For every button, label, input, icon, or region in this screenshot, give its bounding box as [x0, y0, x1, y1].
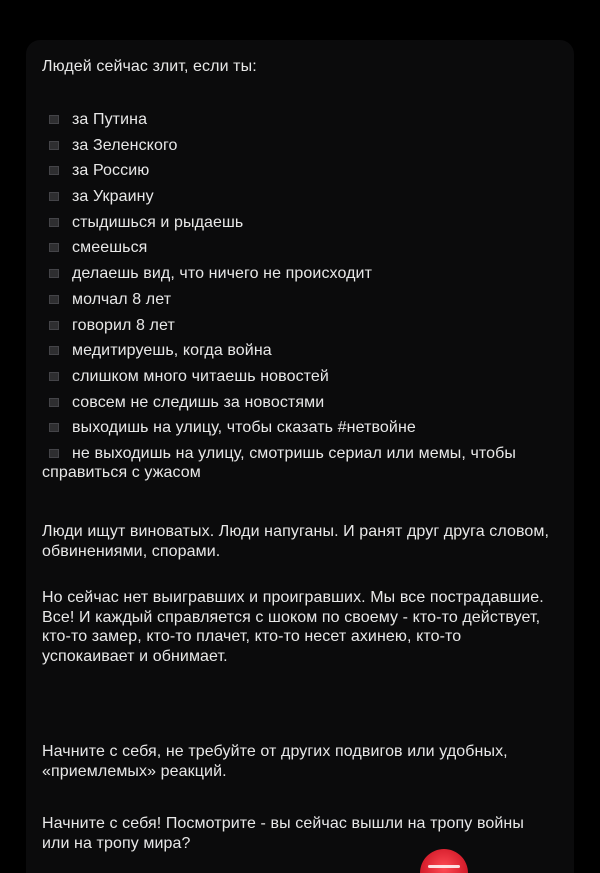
- checkbox-icon: [49, 218, 59, 227]
- list-item-label: стыдишься и рыдаешь: [72, 213, 244, 231]
- list-item: [42, 418, 562, 444]
- list-item-label: за Украину: [72, 188, 154, 206]
- list-item: [42, 264, 562, 290]
- list-item: [42, 341, 562, 367]
- list-item: [42, 367, 562, 393]
- list-item-label: не выходишь на улицу, смотришь сериал или мемы, чтобы справиться с ужасом: [42, 444, 517, 481]
- list-item: [42, 213, 562, 239]
- checkbox-icon: [49, 346, 59, 355]
- list-item-label: говорил 8 лет: [72, 316, 175, 334]
- list-item-label: за Россию: [72, 162, 150, 180]
- list-item-label: за Зеленского: [72, 136, 178, 154]
- paragraph-blame: Люди ищут виноватых. Люди напуганы. И ранят друг друга словом, обвинениями, спорами.: [42, 523, 550, 560]
- list-item-label: выходишь на улицу, чтобы сказать #нетвойне: [72, 419, 416, 437]
- checkbox-icon: [49, 449, 59, 458]
- list-item: [42, 290, 562, 316]
- list-item-label: делаешь вид, что ничего не происходит: [72, 265, 373, 283]
- paragraph-path: Начните с себя! Посмотрите - вы сейчас вышли на тропу войны или на тропу мира?: [42, 815, 524, 852]
- checkbox-icon: [49, 115, 59, 124]
- checkbox-icon: [49, 398, 59, 407]
- list-item: [42, 238, 562, 264]
- checkbox-icon: [49, 423, 59, 432]
- list-item-label: молчал 8 лет: [72, 290, 172, 308]
- list-item-label: слишком много читаешь новостей: [72, 367, 329, 385]
- checkbox-icon: [49, 372, 59, 381]
- checkbox-icon: [49, 321, 59, 330]
- list-item: [42, 161, 562, 187]
- list-item: [42, 187, 562, 213]
- post-intro: Людей сейчас злит, если ты:: [42, 58, 257, 75]
- paragraph-victims: Но сейчас нет выигравших и проигравших. Мы все пострадавшие. Все! И каждый справляется с шоком по своему - кто-то действует, кто-то замер, кто-то плачет, кто-то несет ахинею, кто-то успокаивает и обнимает.: [42, 589, 544, 665]
- bullet-list: [42, 110, 562, 482]
- checkbox-icon: [49, 192, 59, 201]
- checkbox-icon: [49, 295, 59, 304]
- paragraph-start-with-self: Начните с себя, не требуйте от других подвигов или удобных, «приемлемых» реакций.: [42, 743, 508, 780]
- list-item-label: смеешься: [72, 239, 148, 257]
- list-item-label: совсем не следишь за новостями: [72, 393, 325, 411]
- list-item: [42, 110, 562, 136]
- list-item: [42, 316, 562, 342]
- checkbox-icon: [49, 243, 59, 252]
- list-item: [42, 444, 562, 482]
- checkbox-icon: [49, 269, 59, 278]
- list-item-label: за Путина: [72, 111, 148, 128]
- list-item: [42, 136, 562, 162]
- checkbox-icon: [49, 141, 59, 150]
- checkbox-icon: [49, 166, 59, 175]
- list-item: [42, 393, 562, 419]
- list-item-label: медитируешь, когда война: [72, 342, 272, 360]
